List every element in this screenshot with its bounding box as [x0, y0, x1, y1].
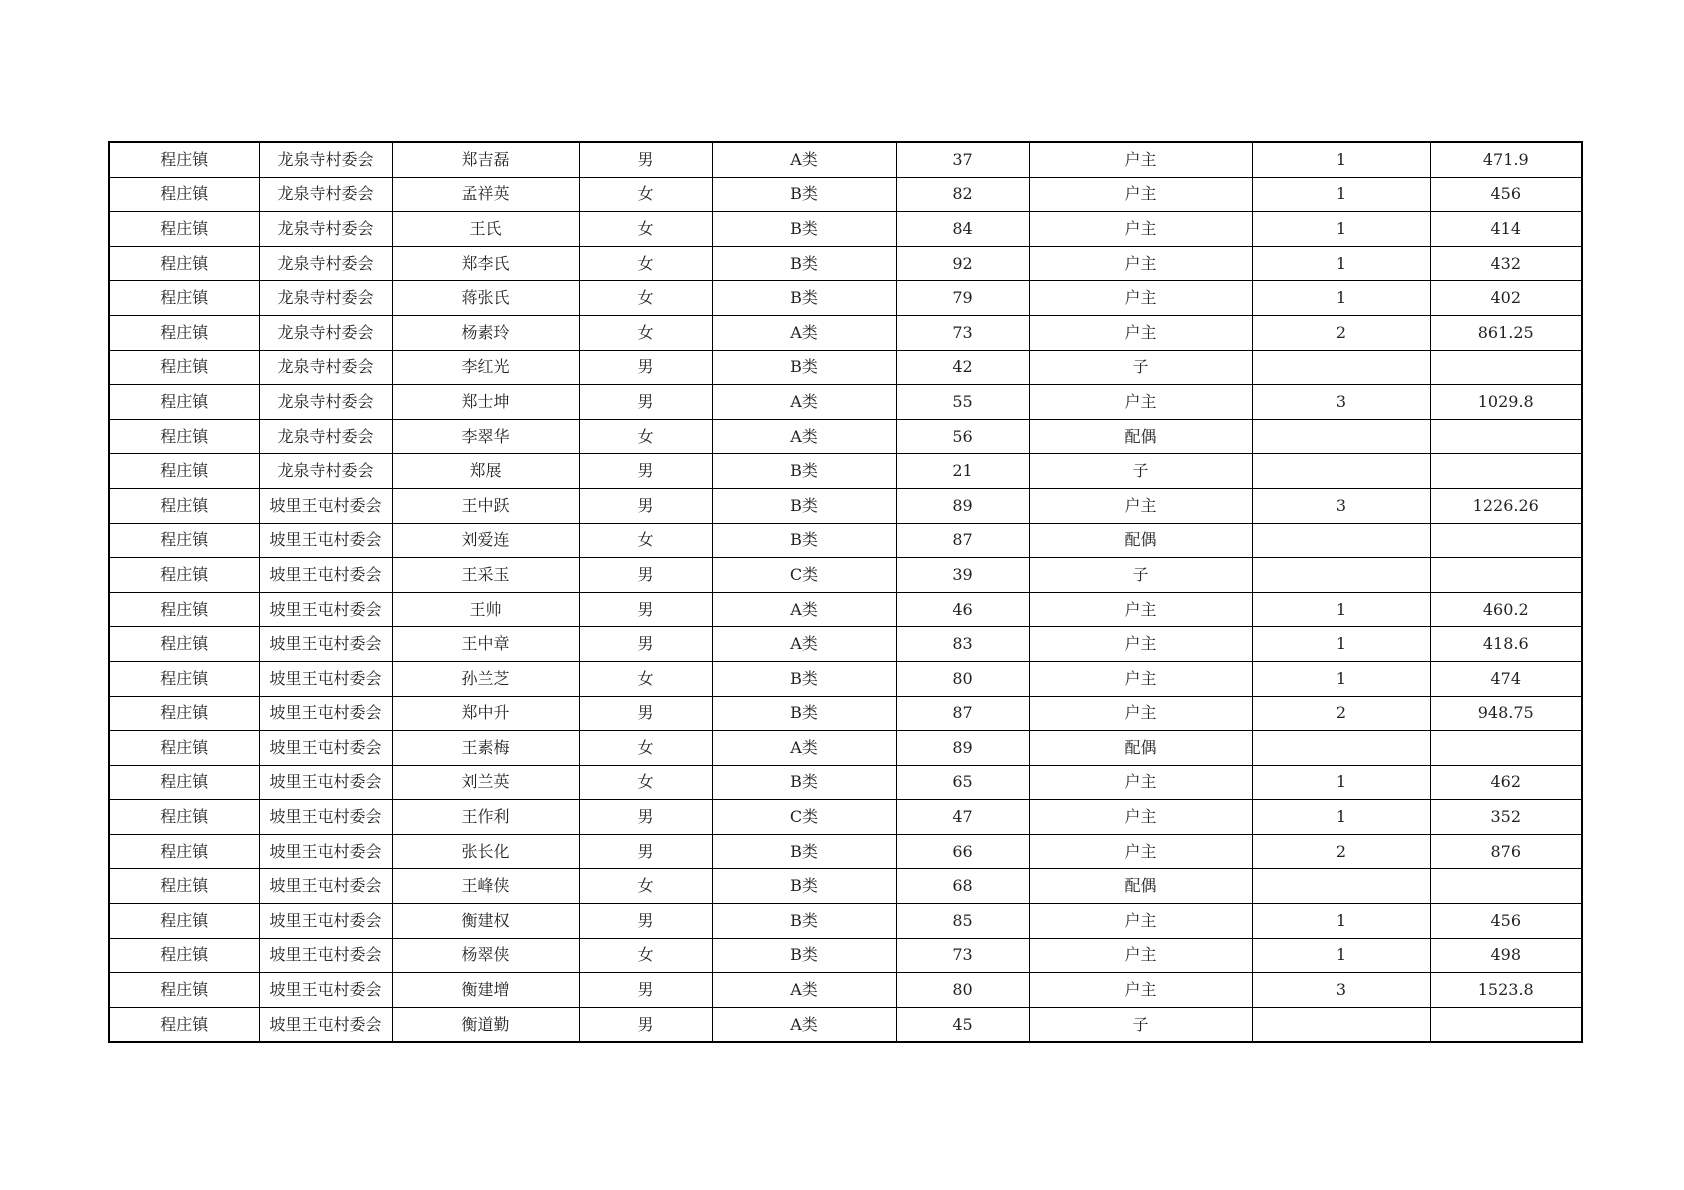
name-cell: 王帅 — [392, 592, 579, 627]
village-committee-cell: 坡里王屯村委会 — [259, 661, 392, 696]
amount-cell — [1430, 558, 1582, 593]
village-committee-cell: 坡里王屯村委会 — [259, 1007, 392, 1042]
table-row — [109, 904, 1582, 939]
age-cell: 87 — [896, 523, 1029, 558]
gender-cell: 男 — [579, 800, 712, 835]
gender-cell: 女 — [579, 281, 712, 316]
table-row — [109, 385, 1582, 420]
age-cell: 73 — [896, 938, 1029, 973]
town-cell: 程庄镇 — [109, 627, 259, 662]
gender-cell: 女 — [579, 661, 712, 696]
town-cell: 程庄镇 — [109, 212, 259, 247]
town-cell: 程庄镇 — [109, 869, 259, 904]
relation-cell: 户主 — [1029, 488, 1252, 523]
age-cell: 46 — [896, 592, 1029, 627]
name-cell: 王峰侠 — [392, 869, 579, 904]
age-cell: 80 — [896, 973, 1029, 1008]
gender-cell: 女 — [579, 177, 712, 212]
household-size-cell: 3 — [1252, 973, 1430, 1008]
amount-cell: 1029.8 — [1430, 385, 1582, 420]
village-committee-cell: 坡里王屯村委会 — [259, 869, 392, 904]
gender-cell: 男 — [579, 142, 712, 177]
gender-cell: 女 — [579, 731, 712, 766]
amount-cell: 418.6 — [1430, 627, 1582, 662]
town-cell: 程庄镇 — [109, 765, 259, 800]
table-row — [109, 765, 1582, 800]
table-row — [109, 869, 1582, 904]
age-cell: 87 — [896, 696, 1029, 731]
household-size-cell: 2 — [1252, 834, 1430, 869]
name-cell: 李红光 — [392, 350, 579, 385]
category-cell: B类 — [712, 523, 896, 558]
name-cell: 蒋张氏 — [392, 281, 579, 316]
gender-cell: 女 — [579, 212, 712, 247]
village-committee-cell: 坡里王屯村委会 — [259, 558, 392, 593]
village-committee-cell: 龙泉寺村委会 — [259, 246, 392, 281]
table-row — [109, 281, 1582, 316]
table-row — [109, 212, 1582, 247]
age-cell: 66 — [896, 834, 1029, 869]
village-committee-cell: 龙泉寺村委会 — [259, 385, 392, 420]
gender-cell: 女 — [579, 419, 712, 454]
category-cell: B类 — [712, 212, 896, 247]
age-cell: 80 — [896, 661, 1029, 696]
table-row — [109, 696, 1582, 731]
village-committee-cell: 坡里王屯村委会 — [259, 765, 392, 800]
village-committee-cell: 坡里王屯村委会 — [259, 800, 392, 835]
household-size-cell: 3 — [1252, 385, 1430, 420]
relation-cell: 户主 — [1029, 592, 1252, 627]
village-committee-cell: 坡里王屯村委会 — [259, 627, 392, 662]
age-cell: 82 — [896, 177, 1029, 212]
household-size-cell: 1 — [1252, 904, 1430, 939]
relation-cell: 子 — [1029, 454, 1252, 489]
amount-cell — [1430, 523, 1582, 558]
relation-cell: 户主 — [1029, 696, 1252, 731]
relation-cell: 户主 — [1029, 800, 1252, 835]
village-committee-cell: 龙泉寺村委会 — [259, 419, 392, 454]
category-cell: A类 — [712, 142, 896, 177]
category-cell: A类 — [712, 419, 896, 454]
table-row — [109, 488, 1582, 523]
gender-cell: 男 — [579, 834, 712, 869]
relation-cell: 子 — [1029, 1007, 1252, 1042]
name-cell: 孙兰芝 — [392, 661, 579, 696]
town-cell: 程庄镇 — [109, 1007, 259, 1042]
amount-cell — [1430, 731, 1582, 766]
amount-cell: 414 — [1430, 212, 1582, 247]
town-cell: 程庄镇 — [109, 973, 259, 1008]
age-cell: 45 — [896, 1007, 1029, 1042]
village-committee-cell: 坡里王屯村委会 — [259, 523, 392, 558]
town-cell: 程庄镇 — [109, 488, 259, 523]
household-size-cell: 2 — [1252, 696, 1430, 731]
age-cell: 89 — [896, 488, 1029, 523]
village-committee-cell: 龙泉寺村委会 — [259, 350, 392, 385]
category-cell: B类 — [712, 869, 896, 904]
amount-cell: 876 — [1430, 834, 1582, 869]
name-cell: 衡道勤 — [392, 1007, 579, 1042]
table-row — [109, 315, 1582, 350]
household-size-cell: 2 — [1252, 315, 1430, 350]
age-cell: 21 — [896, 454, 1029, 489]
village-committee-cell: 坡里王屯村委会 — [259, 904, 392, 939]
town-cell: 程庄镇 — [109, 696, 259, 731]
table-row — [109, 800, 1582, 835]
name-cell: 王氏 — [392, 212, 579, 247]
town-cell: 程庄镇 — [109, 246, 259, 281]
name-cell: 郑展 — [392, 454, 579, 489]
town-cell: 程庄镇 — [109, 281, 259, 316]
name-cell: 刘兰英 — [392, 765, 579, 800]
gender-cell: 男 — [579, 488, 712, 523]
category-cell: B类 — [712, 488, 896, 523]
household-size-cell: 1 — [1252, 212, 1430, 247]
household-size-cell — [1252, 869, 1430, 904]
name-cell: 郑中升 — [392, 696, 579, 731]
category-cell: B类 — [712, 696, 896, 731]
age-cell: 47 — [896, 800, 1029, 835]
category-cell: B类 — [712, 177, 896, 212]
gender-cell: 女 — [579, 246, 712, 281]
amount-cell — [1430, 454, 1582, 489]
age-cell: 79 — [896, 281, 1029, 316]
age-cell: 65 — [896, 765, 1029, 800]
relation-cell: 户主 — [1029, 627, 1252, 662]
relation-cell: 户主 — [1029, 834, 1252, 869]
category-cell: B类 — [712, 661, 896, 696]
gender-cell: 女 — [579, 938, 712, 973]
amount-cell: 456 — [1430, 177, 1582, 212]
town-cell: 程庄镇 — [109, 800, 259, 835]
category-cell: B类 — [712, 281, 896, 316]
age-cell: 92 — [896, 246, 1029, 281]
household-size-cell — [1252, 731, 1430, 766]
age-cell: 39 — [896, 558, 1029, 593]
category-cell: B类 — [712, 834, 896, 869]
household-size-cell: 1 — [1252, 765, 1430, 800]
gender-cell: 男 — [579, 350, 712, 385]
village-committee-cell: 坡里王屯村委会 — [259, 834, 392, 869]
household-size-cell: 1 — [1252, 142, 1430, 177]
category-cell: A类 — [712, 592, 896, 627]
roster-table-body — [109, 142, 1582, 1042]
village-committee-cell: 坡里王屯村委会 — [259, 488, 392, 523]
village-committee-cell: 龙泉寺村委会 — [259, 281, 392, 316]
town-cell: 程庄镇 — [109, 834, 259, 869]
relation-cell: 户主 — [1029, 177, 1252, 212]
roster-table — [108, 141, 1583, 1043]
table-row — [109, 350, 1582, 385]
gender-cell: 女 — [579, 869, 712, 904]
table-row — [109, 627, 1582, 662]
table-row — [109, 973, 1582, 1008]
amount-cell — [1430, 1007, 1582, 1042]
age-cell: 37 — [896, 142, 1029, 177]
amount-cell — [1430, 869, 1582, 904]
amount-cell: 432 — [1430, 246, 1582, 281]
name-cell: 刘爱连 — [392, 523, 579, 558]
gender-cell: 女 — [579, 765, 712, 800]
age-cell: 89 — [896, 731, 1029, 766]
village-committee-cell: 坡里王屯村委会 — [259, 592, 392, 627]
amount-cell: 1523.8 — [1430, 973, 1582, 1008]
gender-cell: 男 — [579, 558, 712, 593]
amount-cell: 462 — [1430, 765, 1582, 800]
household-size-cell — [1252, 419, 1430, 454]
gender-cell: 女 — [579, 523, 712, 558]
town-cell: 程庄镇 — [109, 454, 259, 489]
household-size-cell: 1 — [1252, 627, 1430, 662]
village-committee-cell: 龙泉寺村委会 — [259, 315, 392, 350]
town-cell: 程庄镇 — [109, 142, 259, 177]
name-cell: 郑吉磊 — [392, 142, 579, 177]
household-size-cell — [1252, 523, 1430, 558]
category-cell: A类 — [712, 315, 896, 350]
town-cell: 程庄镇 — [109, 419, 259, 454]
name-cell: 李翠华 — [392, 419, 579, 454]
name-cell: 杨翠侠 — [392, 938, 579, 973]
amount-cell: 948.75 — [1430, 696, 1582, 731]
household-size-cell: 1 — [1252, 177, 1430, 212]
gender-cell: 男 — [579, 592, 712, 627]
name-cell: 王中跃 — [392, 488, 579, 523]
household-size-cell: 1 — [1252, 246, 1430, 281]
town-cell: 程庄镇 — [109, 731, 259, 766]
gender-cell: 男 — [579, 1007, 712, 1042]
town-cell: 程庄镇 — [109, 523, 259, 558]
relation-cell: 户主 — [1029, 212, 1252, 247]
name-cell: 王作利 — [392, 800, 579, 835]
category-cell: A类 — [712, 1007, 896, 1042]
village-committee-cell: 坡里王屯村委会 — [259, 731, 392, 766]
town-cell: 程庄镇 — [109, 385, 259, 420]
household-size-cell: 1 — [1252, 281, 1430, 316]
gender-cell: 男 — [579, 385, 712, 420]
town-cell: 程庄镇 — [109, 938, 259, 973]
name-cell: 衡建权 — [392, 904, 579, 939]
name-cell: 杨素玲 — [392, 315, 579, 350]
relation-cell: 户主 — [1029, 765, 1252, 800]
category-cell: B类 — [712, 454, 896, 489]
town-cell: 程庄镇 — [109, 177, 259, 212]
household-size-cell — [1252, 454, 1430, 489]
category-cell: A类 — [712, 627, 896, 662]
town-cell: 程庄镇 — [109, 592, 259, 627]
category-cell: B类 — [712, 904, 896, 939]
town-cell: 程庄镇 — [109, 661, 259, 696]
name-cell: 张长化 — [392, 834, 579, 869]
household-size-cell — [1252, 558, 1430, 593]
age-cell: 55 — [896, 385, 1029, 420]
gender-cell: 男 — [579, 696, 712, 731]
amount-cell: 471.9 — [1430, 142, 1582, 177]
table-row — [109, 142, 1582, 177]
amount-cell: 498 — [1430, 938, 1582, 973]
table-row — [109, 938, 1582, 973]
age-cell: 56 — [896, 419, 1029, 454]
category-cell: A类 — [712, 973, 896, 1008]
age-cell: 42 — [896, 350, 1029, 385]
household-size-cell — [1252, 1007, 1430, 1042]
relation-cell: 子 — [1029, 558, 1252, 593]
relation-cell: 户主 — [1029, 938, 1252, 973]
category-cell: B类 — [712, 350, 896, 385]
name-cell: 孟祥英 — [392, 177, 579, 212]
relation-cell: 户主 — [1029, 246, 1252, 281]
relation-cell: 户主 — [1029, 142, 1252, 177]
amount-cell: 456 — [1430, 904, 1582, 939]
relation-cell: 户主 — [1029, 315, 1252, 350]
village-committee-cell: 坡里王屯村委会 — [259, 938, 392, 973]
amount-cell: 1226.26 — [1430, 488, 1582, 523]
table-row — [109, 661, 1582, 696]
town-cell: 程庄镇 — [109, 350, 259, 385]
village-committee-cell: 坡里王屯村委会 — [259, 973, 392, 1008]
amount-cell: 460.2 — [1430, 592, 1582, 627]
category-cell: B类 — [712, 246, 896, 281]
relation-cell: 配偶 — [1029, 419, 1252, 454]
household-size-cell — [1252, 350, 1430, 385]
amount-cell: 861.25 — [1430, 315, 1582, 350]
gender-cell: 男 — [579, 627, 712, 662]
category-cell: A类 — [712, 731, 896, 766]
category-cell: A类 — [712, 385, 896, 420]
age-cell: 68 — [896, 869, 1029, 904]
table-row — [109, 177, 1582, 212]
age-cell: 85 — [896, 904, 1029, 939]
household-size-cell: 1 — [1252, 800, 1430, 835]
gender-cell: 女 — [579, 315, 712, 350]
table-row — [109, 246, 1582, 281]
amount-cell: 402 — [1430, 281, 1582, 316]
amount-cell — [1430, 419, 1582, 454]
household-size-cell: 1 — [1252, 592, 1430, 627]
name-cell: 王中章 — [392, 627, 579, 662]
name-cell: 王采玉 — [392, 558, 579, 593]
relation-cell: 户主 — [1029, 281, 1252, 316]
age-cell: 83 — [896, 627, 1029, 662]
category-cell: C类 — [712, 800, 896, 835]
relation-cell: 户主 — [1029, 661, 1252, 696]
town-cell: 程庄镇 — [109, 558, 259, 593]
gender-cell: 男 — [579, 973, 712, 1008]
amount-cell: 352 — [1430, 800, 1582, 835]
amount-cell: 474 — [1430, 661, 1582, 696]
category-cell: B类 — [712, 938, 896, 973]
village-committee-cell: 龙泉寺村委会 — [259, 177, 392, 212]
town-cell: 程庄镇 — [109, 904, 259, 939]
household-size-cell: 3 — [1252, 488, 1430, 523]
category-cell: B类 — [712, 765, 896, 800]
table-row — [109, 834, 1582, 869]
village-committee-cell: 龙泉寺村委会 — [259, 142, 392, 177]
age-cell: 84 — [896, 212, 1029, 247]
amount-cell — [1430, 350, 1582, 385]
relation-cell: 户主 — [1029, 904, 1252, 939]
table-row — [109, 731, 1582, 766]
age-cell: 73 — [896, 315, 1029, 350]
table-row — [109, 1007, 1582, 1042]
name-cell: 郑士坤 — [392, 385, 579, 420]
household-size-cell: 1 — [1252, 938, 1430, 973]
table-row — [109, 454, 1582, 489]
name-cell: 郑李氏 — [392, 246, 579, 281]
gender-cell: 男 — [579, 904, 712, 939]
household-size-cell: 1 — [1252, 661, 1430, 696]
table-row — [109, 592, 1582, 627]
village-committee-cell: 龙泉寺村委会 — [259, 212, 392, 247]
table-row — [109, 523, 1582, 558]
name-cell: 王素梅 — [392, 731, 579, 766]
relation-cell: 户主 — [1029, 385, 1252, 420]
relation-cell: 子 — [1029, 350, 1252, 385]
table-row — [109, 558, 1582, 593]
relation-cell: 配偶 — [1029, 869, 1252, 904]
table-row — [109, 419, 1582, 454]
village-committee-cell: 坡里王屯村委会 — [259, 696, 392, 731]
name-cell: 衡建增 — [392, 973, 579, 1008]
relation-cell: 配偶 — [1029, 523, 1252, 558]
gender-cell: 男 — [579, 454, 712, 489]
relation-cell: 配偶 — [1029, 731, 1252, 766]
relation-cell: 户主 — [1029, 973, 1252, 1008]
category-cell: C类 — [712, 558, 896, 593]
town-cell: 程庄镇 — [109, 315, 259, 350]
village-committee-cell: 龙泉寺村委会 — [259, 454, 392, 489]
